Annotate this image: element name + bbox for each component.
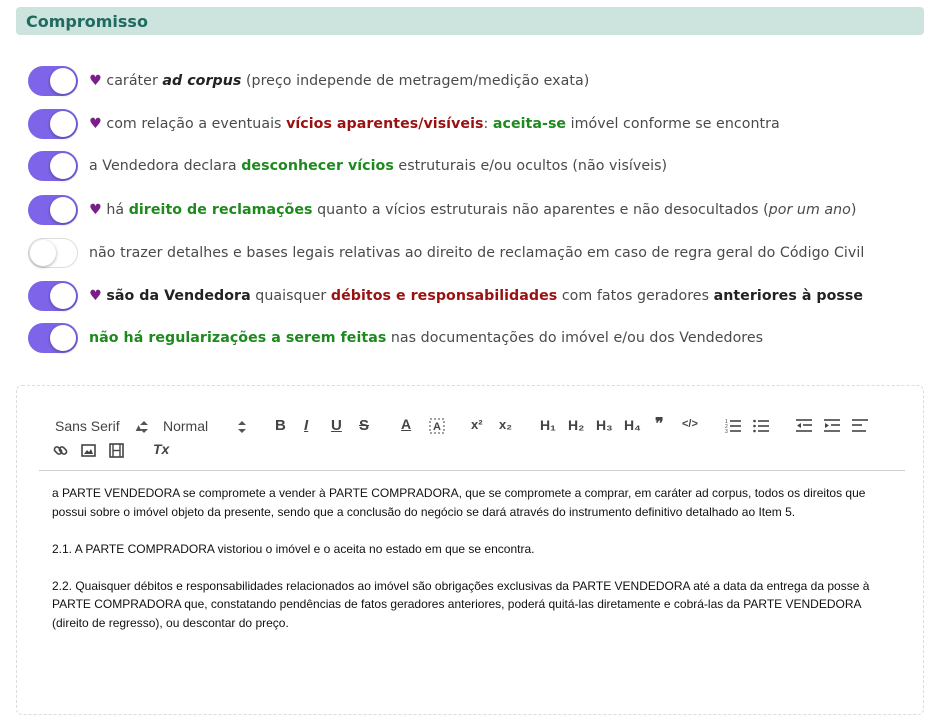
toggle-label bbox=[89, 116, 780, 132]
label-segment: anteriores à posse bbox=[713, 288, 864, 304]
svg-text:1: 1 bbox=[725, 419, 728, 425]
label-segment: direito de reclamações bbox=[128, 202, 313, 218]
toggle-label bbox=[89, 330, 763, 346]
svg-text:A: A bbox=[433, 421, 441, 433]
svg-text:3: 3 bbox=[725, 429, 728, 433]
toggle-label bbox=[89, 202, 856, 218]
label-segment: há bbox=[101, 202, 129, 218]
toggle-label bbox=[89, 288, 863, 304]
align-icon[interactable] bbox=[852, 418, 868, 433]
heart-icon: ♥ bbox=[89, 202, 102, 218]
font-select[interactable] bbox=[55, 418, 144, 434]
image-icon[interactable] bbox=[81, 444, 96, 457]
select-arrows-icon: ▲ bbox=[133, 423, 144, 434]
toggle-row bbox=[28, 194, 856, 226]
text-color-button[interactable]: A bbox=[401, 416, 412, 432]
toggle-label bbox=[89, 73, 589, 89]
h2-button[interactable]: H₂ bbox=[568, 417, 585, 433]
h3-button[interactable]: H₃ bbox=[596, 417, 613, 433]
subscript-button[interactable]: x₂ bbox=[499, 417, 513, 432]
size-select[interactable] bbox=[163, 418, 208, 434]
toggle-row bbox=[28, 237, 864, 269]
superscript-button[interactable]: x² bbox=[471, 417, 483, 432]
toggle-knob bbox=[50, 111, 76, 137]
toggle-switch[interactable] bbox=[28, 109, 78, 139]
label-segment: vícios aparentes/visíveis bbox=[286, 116, 484, 132]
label-segment: imóvel conforme se encontra bbox=[566, 116, 780, 132]
content-paragraph: 2.2. Quaisquer débitos e responsabilidades relacionados ao imóvel são obrigações exclusivas da PARTE VENDEDORA até a data da entrega da posse à PARTE COMPRADORA que, constatando pendências de fatos geradores anteriores, poderá quitá-las diretamente e cobrá-las da PARTE VENDEDORA (direito de regresso), ou descontar do preço. bbox=[52, 578, 870, 630]
clean-format-label: Tx bbox=[153, 441, 170, 457]
bullet-list-icon[interactable] bbox=[753, 418, 769, 433]
label-segment: a Vendedora declara bbox=[89, 158, 242, 174]
h4-button[interactable]: H₄ bbox=[624, 417, 641, 433]
label-segment: são da Vendedora bbox=[106, 288, 251, 304]
toggle-label bbox=[89, 158, 667, 174]
toggle-row bbox=[28, 108, 780, 140]
toggle-switch[interactable] bbox=[28, 323, 78, 353]
label-segment: quanto a vícios estruturais não aparentes e não desocultados ( bbox=[312, 202, 769, 218]
label-segment: com fatos geradores bbox=[557, 288, 714, 304]
outdent-icon[interactable] bbox=[796, 418, 812, 433]
italic-button[interactable]: I bbox=[304, 417, 309, 434]
video-icon[interactable] bbox=[109, 443, 124, 458]
label-segment: ) bbox=[850, 202, 857, 218]
toggle-switch[interactable] bbox=[28, 238, 78, 268]
label-segment: desconhecer vícios bbox=[241, 158, 394, 174]
toggle-switch[interactable] bbox=[28, 195, 78, 225]
label-segment: nas documentações do imóvel e/ou dos Vendedores bbox=[386, 330, 764, 346]
label-segment: : bbox=[483, 116, 493, 132]
label-segment: não trazer detalhes e bases legais relativas ao direito de reclamação em caso de regra geral do Código Civil bbox=[89, 245, 865, 261]
toggle-switch[interactable] bbox=[28, 151, 78, 181]
clean-format-button[interactable] bbox=[153, 441, 169, 457]
toggle-label bbox=[89, 245, 864, 261]
toggle-row bbox=[28, 65, 589, 97]
svg-text:2: 2 bbox=[725, 424, 728, 430]
toggle-knob bbox=[50, 197, 76, 223]
label-segment: por um ano bbox=[768, 202, 851, 218]
font-select-value: Sans Serif bbox=[55, 418, 120, 434]
toggle-knob bbox=[50, 325, 76, 351]
h1-button[interactable]: H₁ bbox=[540, 417, 556, 433]
content-paragraph: 2.1. A PARTE COMPRADORA vistoriou o imóvel e o aceita no estado em que se encontra. bbox=[52, 541, 535, 556]
section-header bbox=[16, 7, 924, 35]
label-segment: (preço independe de metragem/medição exata) bbox=[241, 73, 590, 89]
toggle-row bbox=[28, 322, 763, 354]
code-block-button[interactable]: </> bbox=[682, 418, 698, 430]
strike-button[interactable]: S bbox=[359, 417, 370, 434]
section-title: Compromisso bbox=[26, 11, 148, 31]
toggle-knob bbox=[50, 153, 76, 179]
bold-button[interactable]: B bbox=[275, 417, 286, 434]
ordered-list-icon[interactable] bbox=[725, 418, 741, 433]
indent-icon[interactable] bbox=[824, 418, 840, 433]
blockquote-button[interactable]: ❞ bbox=[655, 416, 664, 433]
font-select-arrows-icon bbox=[139, 420, 149, 434]
label-segment: aceita-se bbox=[492, 116, 567, 132]
content-paragraph: a PARTE VENDEDORA se compromete a vender à PARTE COMPRADORA, que se compromete a comprar, em caráter ad corpus, todos os direitos que possui sobre o imóvel objeto da presente, sendo que a conclusão do negócio se dará através do instrumento definitivo detalhado ao Item 5. bbox=[52, 486, 866, 519]
size-select-value: Normal bbox=[163, 418, 209, 434]
label-segment: débitos e responsabilidades bbox=[330, 288, 558, 304]
label-segment: com relação a eventuais bbox=[101, 116, 287, 132]
toggle-knob bbox=[50, 68, 76, 94]
rich-text-editor bbox=[16, 385, 924, 715]
editor-toolbar bbox=[39, 412, 905, 471]
heart-icon: ♥ bbox=[89, 73, 102, 89]
link-icon[interactable] bbox=[53, 443, 68, 458]
toggle-knob bbox=[50, 283, 76, 309]
label-segment: estruturais e/ou ocultos (não visíveis) bbox=[393, 158, 668, 174]
toggle-switch[interactable] bbox=[28, 281, 78, 311]
background-color-icon[interactable] bbox=[429, 418, 445, 434]
label-segment: ad corpus bbox=[162, 73, 242, 89]
label-segment: caráter bbox=[101, 73, 163, 89]
toggle-row bbox=[28, 150, 667, 182]
toggle-switch[interactable] bbox=[28, 66, 78, 96]
heart-icon: ♥ bbox=[89, 116, 102, 132]
heart-icon: ♥ bbox=[89, 288, 102, 304]
underline-button[interactable]: U bbox=[331, 417, 342, 434]
toggle-row bbox=[28, 280, 863, 312]
size-select-arrows-icon bbox=[237, 420, 247, 434]
editor-content[interactable] bbox=[52, 484, 888, 632]
label-segment: quaisquer bbox=[250, 288, 331, 304]
toggle-knob bbox=[30, 240, 56, 266]
label-segment: não há regularizações a serem feitas bbox=[89, 330, 387, 346]
